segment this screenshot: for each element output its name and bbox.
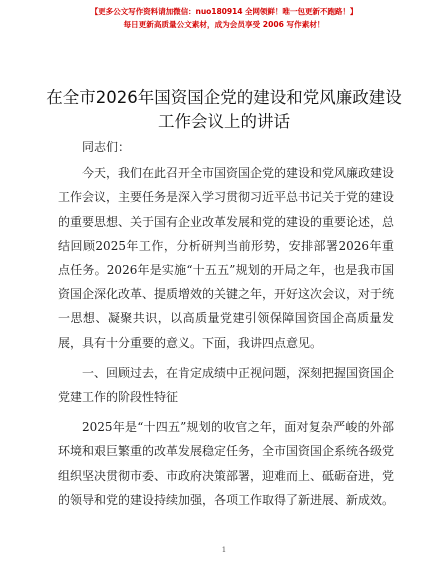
- promo-line-1: 【更多公文写作资料请加微信：nuo180914 全网领鲜！唯一包更新不跑路！】: [90, 7, 358, 16]
- document-body: [58, 135, 394, 512]
- document-title: 在全市2026年国资国企党的建设和党风廉政建设工作会议上的讲话: [46, 88, 402, 131]
- section-heading-1: 一、回顾过去，在肯定成绩中正视问题，深刻把握国资国企党建工作的阶段性特征: [58, 365, 395, 405]
- intro-paragraph: 今天，我们在此召开全市国资国企党的建设和党风廉政建设工作会议，主要任务是深入学习贯彻习近平总书记关于党的建设的重要思想、关于国有企业改革发展和党的建设的重要论述，总结回顾2025年工作，分析研判当前形势，安排部署2026年重点任务。2026年是实施“十五五”规划的开局之年，也是我市国资国企深化改革、提质增效的关键之年，开好这次会议，对于统一思想、凝聚共识，以高质量党建引领保障国资国企高质量发展，具有十分重要的意义。下面，我讲四点意见。: [58, 166, 395, 350]
- promo-line-2: 每日更新高质量公文素材，成为会员享受 2006 写作素材！: [123, 20, 325, 29]
- promo-banner: [0, 5, 448, 31]
- salutation: 同志们：: [82, 140, 131, 154]
- paragraph-2025: 2025年是“十四五”规划的收官之年，面对复杂严峻的外部环境和艰巨繁重的改革发展稳定任务，全市国资国企系统各级党组织坚决贯彻市委、市政府决策部署，迎难而上、砥砺奋进，党的领导和党的建设持续加强，各项工作取得了新进展、新成效。: [58, 420, 395, 507]
- page-number: 1: [221, 546, 227, 554]
